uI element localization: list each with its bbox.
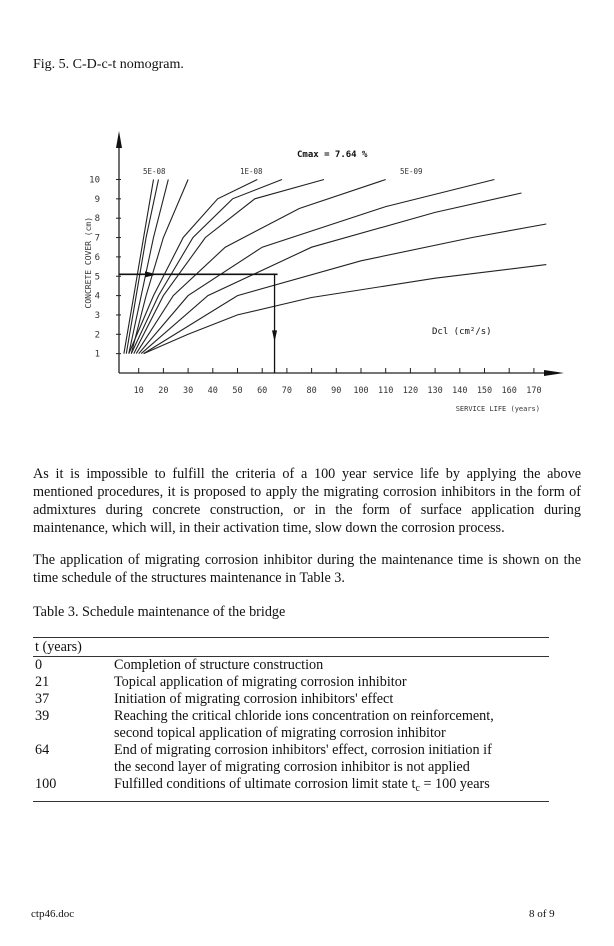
y-tick-label: 5 xyxy=(94,272,100,283)
table-row xyxy=(33,674,549,691)
chart-title: Cmax = 7.64 % xyxy=(297,150,368,160)
reading-horizontal-arrow xyxy=(145,271,157,277)
row-time: 37 xyxy=(35,691,50,707)
series-line-12 xyxy=(144,265,547,354)
x-tick-label: 110 xyxy=(378,386,394,396)
schedule-table xyxy=(33,637,549,802)
paragraph-1: As it is impossible to fulfill the criteria of a 100 year service life by applying the above mentioned procedures, it is proposed to apply the migrating corrosion inhibitors in the form of admixtures during concrete construction, or in the form of surface application during maintenance, which will, in their activation time, slow down the corrosion process. xyxy=(33,466,581,536)
y-tick-label: 1 xyxy=(94,349,100,360)
y-tick-label: 6 xyxy=(94,252,100,263)
curve-label: 1E-08 xyxy=(240,167,263,176)
series-line-2 xyxy=(126,180,158,354)
x-tick-label: 160 xyxy=(501,386,517,396)
y-tick-label: 8 xyxy=(94,214,100,225)
x-tick-label: 130 xyxy=(427,386,443,396)
x-tick-label: 170 xyxy=(526,386,542,396)
chart-curves xyxy=(119,180,546,374)
row-time: 64 xyxy=(35,742,50,758)
y-tick-label: 2 xyxy=(94,330,100,341)
row-time: 100 xyxy=(35,776,57,792)
row-time: 39 xyxy=(35,708,50,724)
figure-caption: Fig. 5. C-D-c-t nomogram. xyxy=(33,57,184,72)
x-tick-label: 120 xyxy=(402,386,419,396)
x-tick-label: 40 xyxy=(207,386,218,396)
x-axis-arrowhead xyxy=(544,370,564,376)
y-tick-label: 9 xyxy=(94,194,100,205)
table-header: t (years) xyxy=(35,639,82,655)
x-tick-label: 20 xyxy=(158,386,169,396)
x-tick-label: 50 xyxy=(232,386,243,396)
chart-annotation: Dcl (cm²/s) xyxy=(432,327,492,337)
row-description: Initiation of migrating corrosion inhibitors' effect xyxy=(114,691,394,707)
table-row xyxy=(33,657,549,674)
series-line-1 xyxy=(124,180,154,354)
row-time: 21 xyxy=(35,674,50,690)
footer-filename: ctp46.doc xyxy=(31,908,75,920)
x-tick-label: 90 xyxy=(331,386,342,396)
x-axis-title: SERVICE LIFE (years) xyxy=(455,405,540,413)
curve-label: 5E-09 xyxy=(400,167,423,176)
nomogram-chart xyxy=(0,0,614,440)
series-line-7 xyxy=(134,180,324,354)
x-tick-label: 140 xyxy=(452,386,468,396)
y-tick-label: 3 xyxy=(94,310,100,321)
row-description: Completion of structure construction xyxy=(114,657,324,673)
footer-page-number: 8 of 9 xyxy=(529,908,555,920)
paragraph-2: The application of migrating corrosion inhibitor during the maintenance time is shown on the time schedule of the structures maintenance in Table 3. xyxy=(33,552,581,586)
table-title: Table 3. Schedule maintenance of the bridge xyxy=(33,604,286,620)
x-tick-label: 10 xyxy=(133,386,144,396)
table-row xyxy=(33,691,549,708)
row-description: Topical application of migrating corrosion inhibitor xyxy=(114,674,407,690)
row-description: End of migrating corrosion inhibitors' effect, corrosion initiation if the second layer of migrating corrosion inhibitor is not applied xyxy=(114,742,492,775)
table-body xyxy=(33,657,549,797)
x-tick-label: 70 xyxy=(281,386,293,396)
row-time: 0 xyxy=(35,657,43,673)
table-row xyxy=(33,776,549,797)
row-description: Fulfilled conditions of ultimate corrosion limit state $t_c = 100$ years xyxy=(114,776,490,794)
table-row xyxy=(33,742,549,776)
x-tick-label: 100 xyxy=(353,386,369,396)
row-description: Reaching the critical chloride ions concentration on reinforcement, second topical application of migrating corrosion inhibitor xyxy=(114,708,494,741)
y-tick-label: 10 xyxy=(89,175,100,186)
x-tick-label: 60 xyxy=(257,386,268,396)
series-line-5 xyxy=(129,180,257,354)
series-line-8 xyxy=(136,180,386,354)
y-axis-title: CONCRETE COVER (cm) xyxy=(84,216,93,309)
curve-label: 5E-08 xyxy=(143,167,166,176)
x-tick-label: 80 xyxy=(306,386,317,396)
reading-vertical-arrow xyxy=(272,330,277,342)
table-bottom-rule xyxy=(33,801,549,802)
y-tick-label: 4 xyxy=(94,291,100,302)
table-row xyxy=(33,708,549,742)
x-tick-label: 30 xyxy=(182,386,194,396)
x-tick-label: 150 xyxy=(476,386,493,396)
y-tick-label: 7 xyxy=(94,233,100,244)
y-axis-arrowhead xyxy=(116,131,122,148)
